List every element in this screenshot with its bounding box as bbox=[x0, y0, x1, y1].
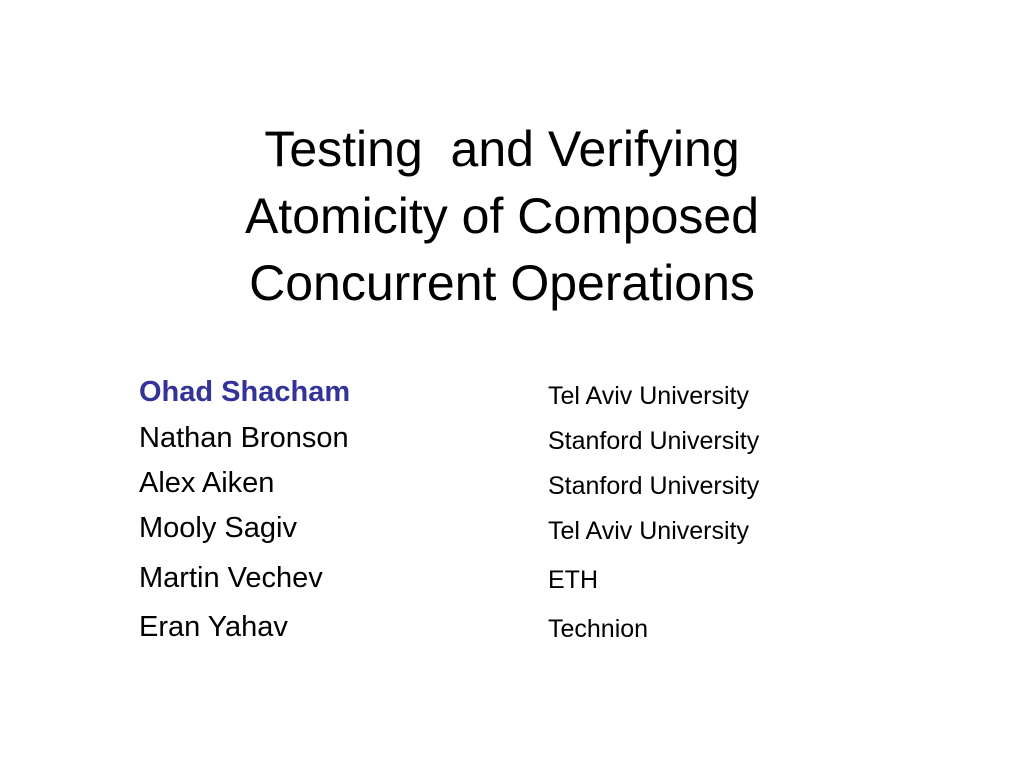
author-affiliation: Stanford University bbox=[548, 472, 760, 500]
author-name: Alex Aiken bbox=[139, 467, 275, 499]
author-affiliation: Technion bbox=[548, 615, 649, 643]
author-name: Mooly Sagiv bbox=[139, 512, 297, 544]
title-line: Concurrent Operations bbox=[249, 254, 755, 311]
author-name: Martin Vechev bbox=[139, 562, 323, 594]
author-affiliation: Tel Aviv University bbox=[548, 517, 749, 545]
author-name: Nathan Bronson bbox=[139, 422, 349, 454]
author-name-presenter: Ohad Shacham bbox=[139, 376, 351, 408]
slide-title bbox=[0, 116, 1004, 317]
author-name: Eran Yahav bbox=[139, 611, 288, 643]
author-affiliation: Tel Aviv University bbox=[548, 382, 749, 410]
author-affiliation: ETH bbox=[548, 566, 598, 594]
author-affiliation: Stanford University bbox=[548, 427, 760, 455]
title-line: Atomicity of Composed bbox=[244, 187, 760, 244]
title-line: Testing and Verifying bbox=[264, 120, 740, 177]
